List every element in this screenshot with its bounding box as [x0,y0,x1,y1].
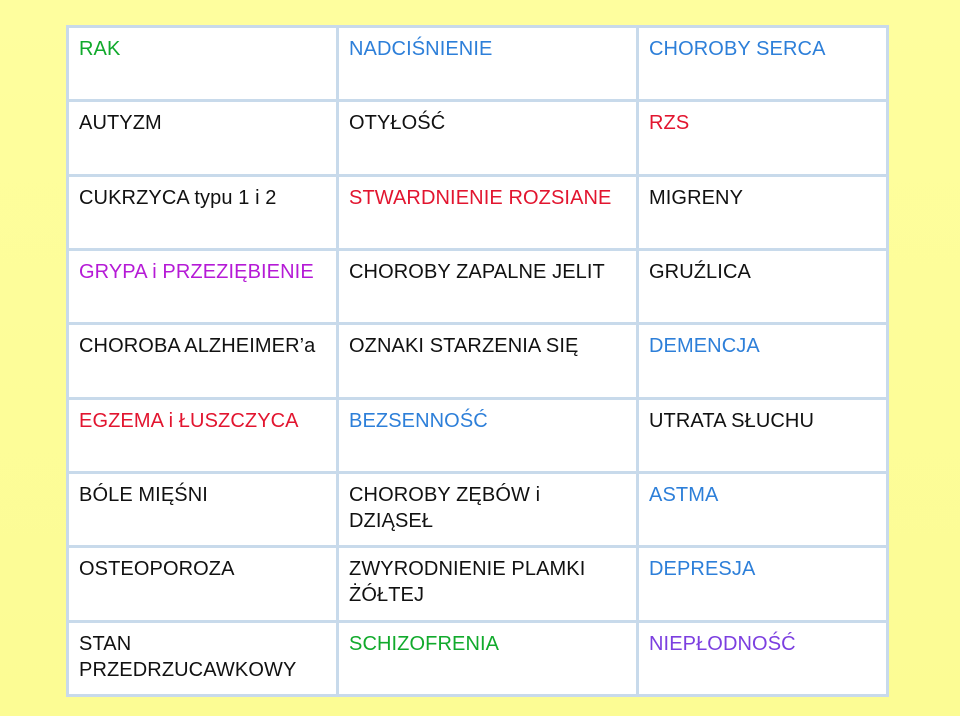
table-row [68,175,888,249]
table-cell: OSTEOPOROZA [68,547,338,621]
table-cell: ZWYRODNIENIE PLAMKI ŻÓŁTEJ [338,547,638,621]
table-cell: NIEPŁODNOŚĆ [638,621,888,695]
table-cell: STWARDNIENIE ROZSIANE [338,175,638,249]
table-cell: UTRATA SŁUCHU [638,398,888,472]
table-cell: NADCIŚNIENIE [338,27,638,101]
table-row [68,547,888,621]
table-cell: CHOROBY ZAPALNE JELIT [338,249,638,323]
table-cell: GRUŹLICA [638,249,888,323]
table-cell: OZNAKI STARZENIA SIĘ [338,324,638,398]
table-cell: AUTYZM [68,101,338,175]
table-cell: DEPRESJA [638,547,888,621]
table-cell: SCHIZOFRENIA [338,621,638,695]
table-cell: MIGRENY [638,175,888,249]
table-cell: ASTMA [638,472,888,546]
table-cell: CHOROBY ZĘBÓW i DZIĄSEŁ [338,472,638,546]
table-cell: BEZSENNOŚĆ [338,398,638,472]
table-cell: RZS [638,101,888,175]
table-cell: EGZEMA i ŁUSZCZYCA [68,398,338,472]
table-cell: BÓLE MIĘŚNI [68,472,338,546]
table-cell: CUKRZYCA typu 1 i 2 [68,175,338,249]
disease-table-body [68,27,888,696]
table-cell: CHOROBA ALZHEIMER’a [68,324,338,398]
table-row [68,324,888,398]
table-row [68,621,888,695]
table-cell: RAK [68,27,338,101]
table-cell: STAN PRZEDRZUCAWKOWY [68,621,338,695]
disease-table [66,25,889,697]
table-row [68,101,888,175]
table-cell: CHOROBY SERCA [638,27,888,101]
table-cell: GRYPA i PRZEZIĘBIENIE [68,249,338,323]
table-cell: OTYŁOŚĆ [338,101,638,175]
table-row [68,398,888,472]
table-cell: DEMENCJA [638,324,888,398]
table-row [68,27,888,101]
table-row [68,472,888,546]
table-row [68,249,888,323]
